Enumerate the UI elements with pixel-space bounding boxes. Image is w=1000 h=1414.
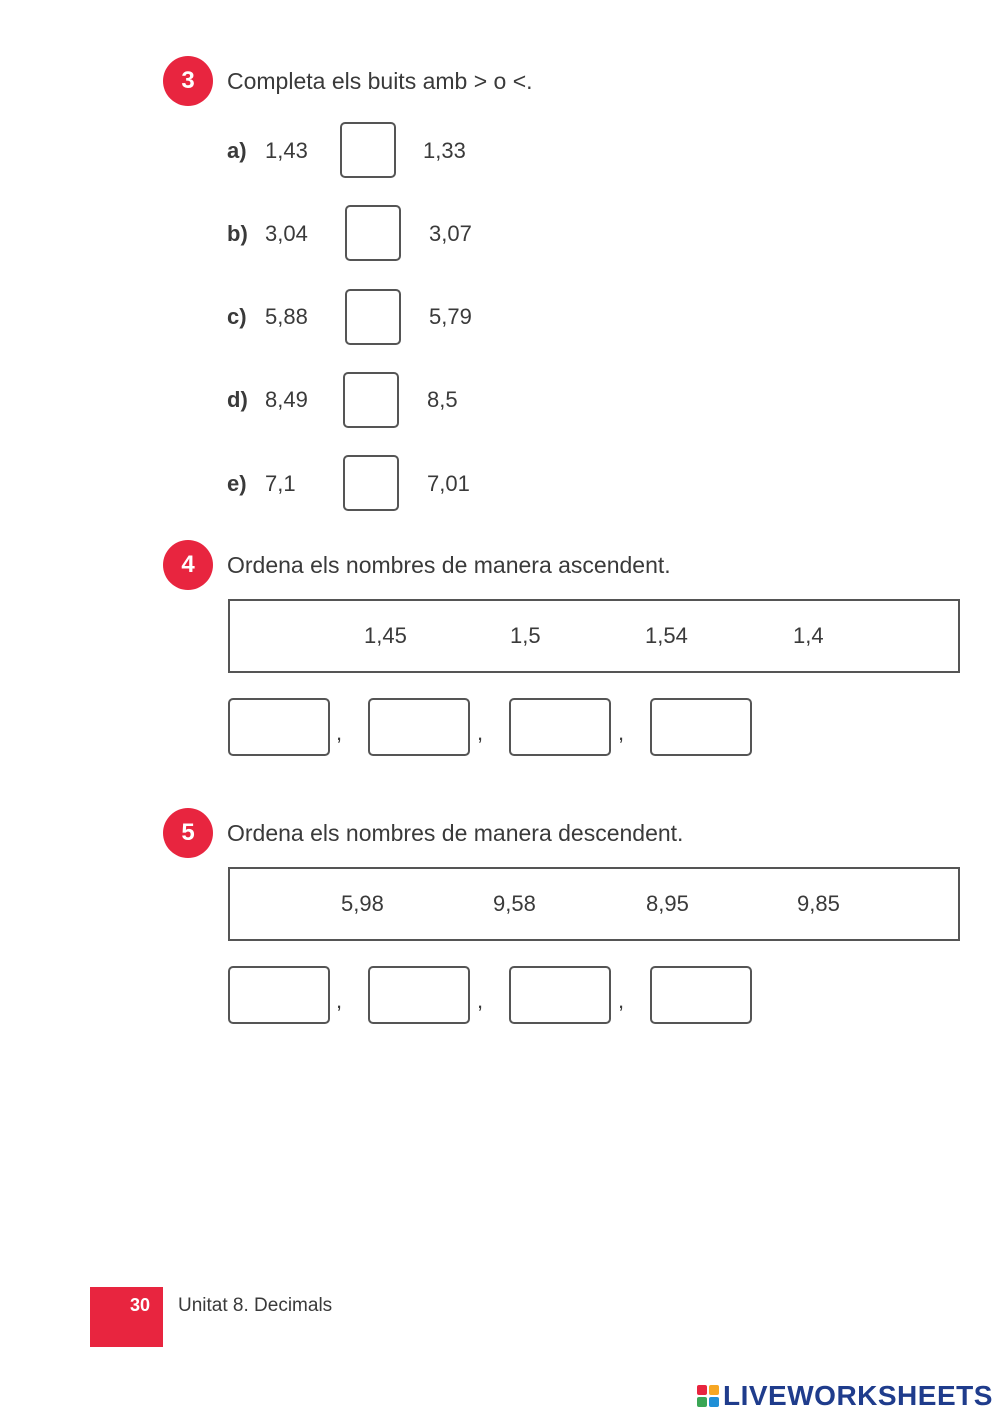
exercise-4-title: Ordena els nombres de manera ascendent. [227,552,671,578]
liveworksheets-mark-icon [697,1385,719,1407]
exercise-3-title: Completa els buits amb > o <. [227,68,533,94]
exercise-3-badge [163,56,213,106]
exercise-5-answer-box-4[interactable] [650,966,752,1024]
row-d-answer-box[interactable] [343,372,399,428]
exercise-5-number-3: 8,95 [646,891,689,916]
exercise-4-number-4: 1,4 [793,623,824,648]
row-a-right-number: 1,33 [423,138,466,163]
exercise-4-separator-1: , [336,720,343,745]
exercise-4-number-3: 1,54 [645,623,688,648]
row-a-left-number: 1,43 [265,138,308,163]
exercise-5-separator-2: , [477,988,484,1013]
exercise-5-answer-box-1[interactable] [228,966,330,1024]
exercise-5-answer-box-2[interactable] [368,966,470,1024]
footer-page-block [90,1287,163,1347]
row-b-answer-box[interactable] [345,205,401,261]
liveworksheets-brand-name: LIVEWORKSHEETS [723,1380,993,1411]
exercise-4-number: 4 [181,551,195,578]
exercise-5-number-1: 5,98 [341,891,384,916]
row-c-right-number: 5,79 [429,304,472,329]
exercise-4-number-1: 1,45 [364,623,407,648]
exercise-4-answer-box-4[interactable] [650,698,752,756]
row-d-letter: d) [227,387,248,412]
exercise-4-answer-box-3[interactable] [509,698,611,756]
exercise-4-answer-box-1[interactable] [228,698,330,756]
row-b-left-number: 3,04 [265,221,308,246]
exercise-5-title: Ordena els nombres de manera descendent. [227,820,684,846]
liveworksheets-logo [697,1380,993,1412]
row-e-right-number: 7,01 [427,471,470,496]
exercise-5-number: 5 [181,819,195,846]
exercise-5-separator-3: , [618,988,625,1013]
exercise-5-number-2: 9,58 [493,891,536,916]
footer-unit-title: Unitat 8. Decimals [178,1295,333,1316]
row-c-answer-box[interactable] [345,289,401,345]
row-c-left-number: 5,88 [265,304,308,329]
exercise-5-badge [163,808,213,858]
row-d-left-number: 8,49 [265,387,308,412]
row-e-left-number: 7,1 [265,471,296,496]
footer-page-number: 30 [130,1295,151,1315]
exercise-5-number-panel [228,867,960,941]
row-d-right-number: 8,5 [427,387,458,412]
row-c-letter: c) [227,304,247,329]
exercise-5-separator-1: , [336,988,343,1013]
exercise-4-badge [163,540,213,590]
exercise-4-separator-3: , [618,720,625,745]
exercise-5-number-4: 9,85 [797,891,840,916]
row-b-letter: b) [227,221,248,246]
row-b-right-number: 3,07 [429,221,472,246]
row-a-answer-box[interactable] [340,122,396,178]
exercise-5-answer-box-3[interactable] [509,966,611,1024]
row-e-answer-box[interactable] [343,455,399,511]
exercise-4-number-2: 1,5 [510,623,541,648]
row-a-letter: a) [227,138,247,163]
exercise-4-number-panel [228,599,960,673]
exercise-4-separator-2: , [477,720,484,745]
row-e-letter: e) [227,471,247,496]
exercise-4-answer-box-2[interactable] [368,698,470,756]
exercise-3-number: 3 [181,67,195,94]
